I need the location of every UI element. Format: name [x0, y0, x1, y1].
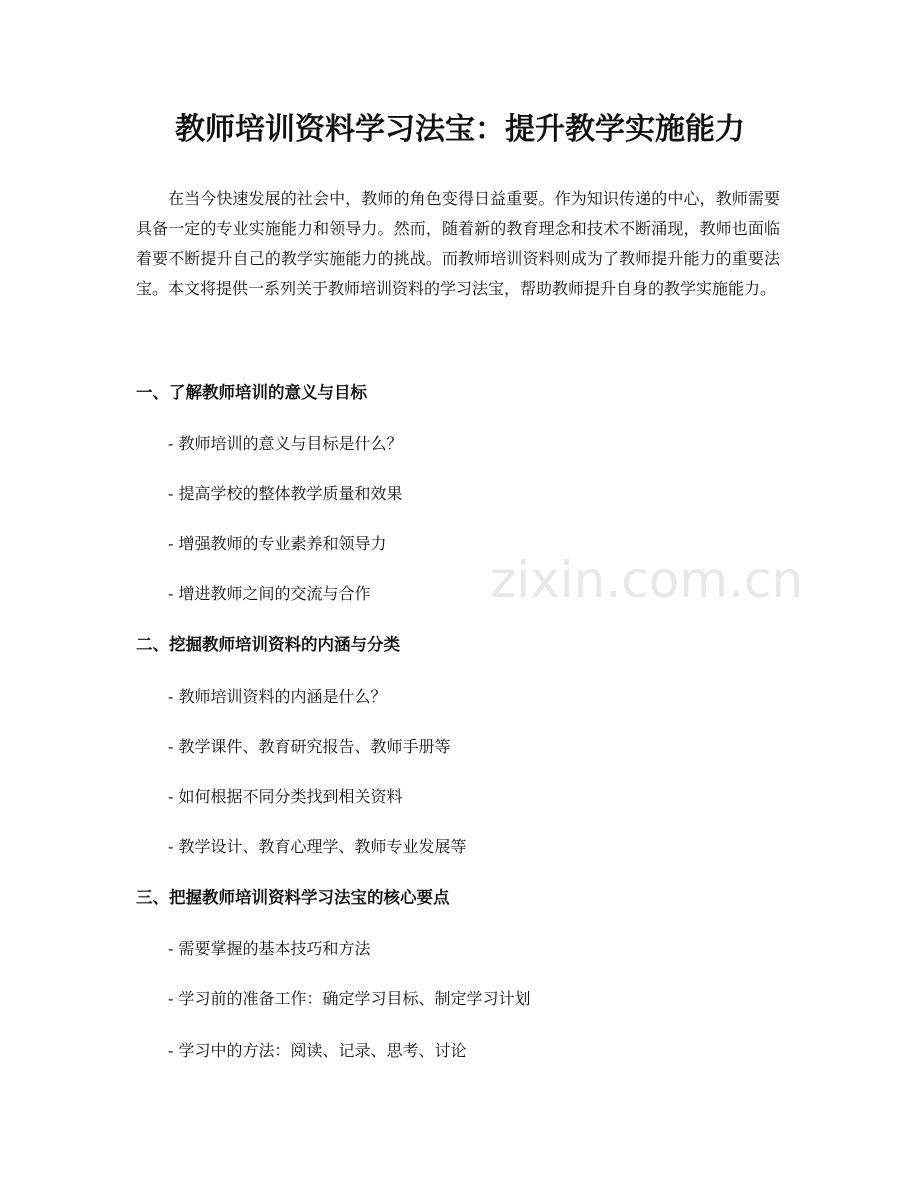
section-1-heading: 一、了解教师培训的意义与目标	[136, 383, 367, 402]
section-3-heading: 三、把握教师培训资料学习法宝的核心要点	[136, 888, 450, 907]
section-3-item-2: - 学习前的准备工作：确定学习目标、制定学习计划	[168, 989, 531, 1008]
section-1-item-2: - 提高学校的整体教学质量和效果	[168, 484, 403, 503]
watermark: zixin.com.cn	[490, 551, 804, 609]
section-2-item-3: - 如何根据不同分类找到相关资料	[168, 787, 403, 806]
section-1-item-3: - 增强教师的专业素养和领导力	[168, 534, 387, 553]
section-2-item-4: - 教学设计、教育心理学、教师专业发展等	[168, 837, 467, 856]
section-2-item-2: - 教学课件、教育研究报告、教师手册等	[168, 737, 451, 756]
intro-paragraph: 在当今快速发展的社会中，教师的角色变得日益重要。作为知识传递的中心，教师需要具备一定的专业实施能力和领导力。然而，随着新的教育理念和技术不断涌现，教师也面临着要不断提升自己的教学实施能力的挑战。而教师培训资料则成为了教师提升能力的重要法宝。本文将提供一系列关于教师培训资料的学习法宝，帮助教师提升自身的教学实施能力。	[136, 189, 780, 298]
section-3-item-3: - 学习中的方法：阅读、记录、思考、讨论	[168, 1041, 467, 1060]
page-title: 教师培训资料学习法宝：提升教学实施能力	[175, 112, 745, 147]
section-1-item-4: - 增进教师之间的交流与合作	[168, 584, 371, 603]
section-2-item-1: - 教师培训资料的内涵是什么？	[168, 687, 387, 706]
section-2-heading: 二、挖掘教师培训资料的内涵与分类	[136, 635, 400, 654]
section-3-item-1: - 需要掌握的基本技巧和方法	[168, 939, 371, 958]
section-1-item-1: - 教师培训的意义与目标是什么？	[168, 434, 403, 453]
